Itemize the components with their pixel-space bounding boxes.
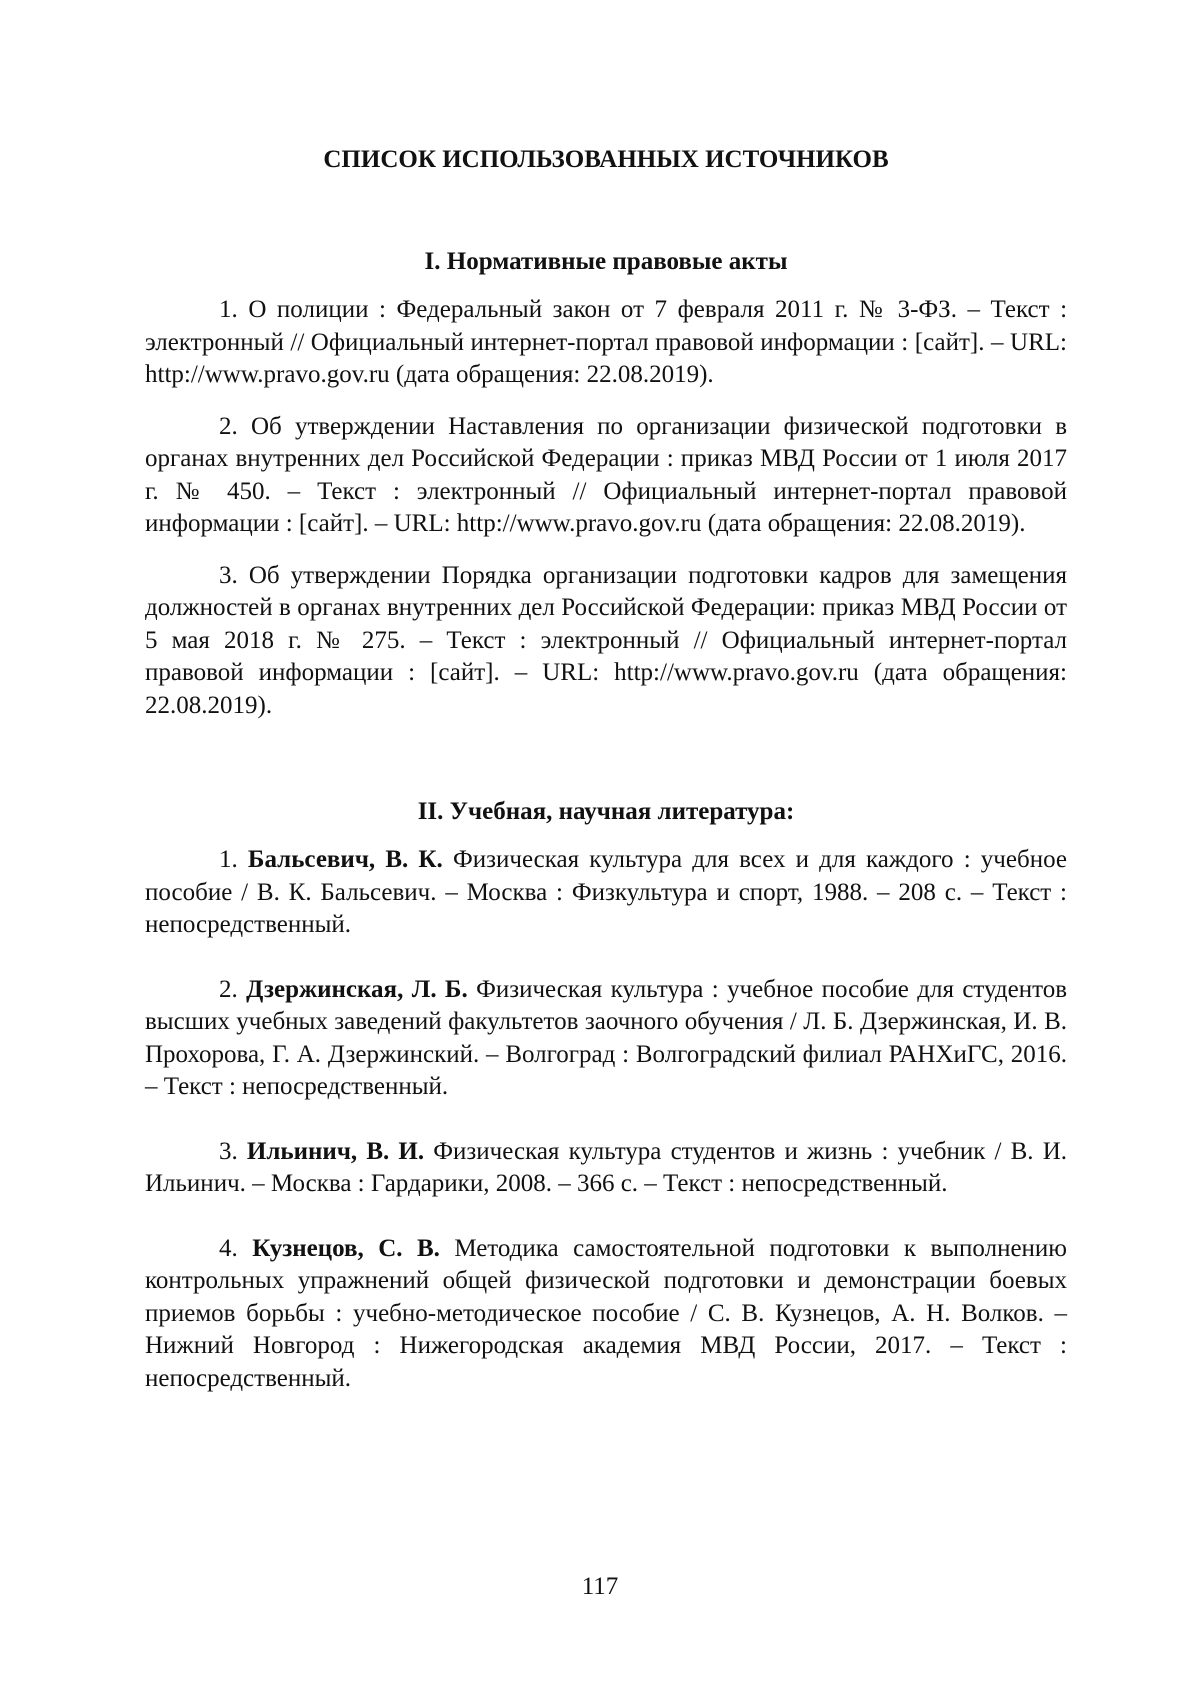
literature-entry xyxy=(145,1136,1067,1201)
literature-entry xyxy=(145,974,1067,1104)
legal-act-entry xyxy=(145,560,1067,723)
document-title: СПИСОК ИСПОЛЬЗОВАННЫХ ИСТОЧНИКОВ xyxy=(323,146,889,173)
entry-number: 4. xyxy=(219,1234,238,1262)
section-heading-legal-acts: I. Нормативные правовые акты xyxy=(424,248,788,275)
entry-text: Об утверждении Наставления по организации физической подготовки в органах внутренних дел Российской Федерации : приказ МВД России от 1 июля 2017 г. № 450. – Текст : электронный // Официальный интернет-портал правовой информации : [сайт]. – URL: http://www.pravo.gov.ru (дата обращения: 22.08.2019). xyxy=(145,412,1067,537)
entry-number: 1. xyxy=(219,296,238,323)
literature-entry xyxy=(145,844,1067,942)
literature-entry xyxy=(145,1233,1067,1396)
entry-number: 3. xyxy=(219,1137,238,1165)
entry-author: Ильинич, В. И. xyxy=(246,1137,425,1165)
entry-author: Дзержинская, Л. Б. xyxy=(246,975,468,1003)
entry-author: Бальсевич, В. К. xyxy=(247,846,443,873)
entry-author: Кузнецов, С. В. xyxy=(252,1234,440,1262)
section-heading-literature: II. Учебная, научная литература: xyxy=(417,798,795,825)
legal-act-entry xyxy=(145,294,1067,392)
entry-number: 1. xyxy=(219,846,238,873)
entry-text: Об утверждении Порядка организации подготовки кадров для замещения должностей в органах внутренних дел Российской Федерации: приказ МВД России от 5 мая 2018 г. № 275. – Текст : электронный // Официальный интернет-портал правовой информации : [сайт]. – URL: http://www.pravo.gov.ru (дата обращения: 22.08.2019). xyxy=(145,561,1068,719)
legal-act-entry xyxy=(145,411,1067,541)
entry-text: Физическая культура : учебное пособие для студентов высших учебных заведений факультетов заочного обучения / Л. Б. Дзержинская, И. В. Прохорова, Г. А. Дзержинский. – Волгоград : Волгоградский филиал РАНХиГС, 2016. – Текст : непосредственный. xyxy=(145,975,1068,1100)
document-page xyxy=(145,140,1067,1427)
entry-text: Физическая культура студентов и жизнь : учебник / В. И. Ильинич. – Москва : Гардарики, 2008. – 366 с. – Текст : непосредственный. xyxy=(145,1137,1068,1197)
entry-text: Методика самостоятельной подготовки к выполнению контрольных упражнений общей физической подготовки и демонстрации боевых приемов борьбы : учебно-методическое пособие / С. В. Кузнецов, А. Н. Волков. – Нижний Новгород : Нижегородская академия МВД России, 2017. – Текст : непосредственный. xyxy=(145,1234,1067,1392)
page-number: 117 xyxy=(581,1573,619,1600)
entry-number: 2. xyxy=(219,975,238,1003)
entry-number: 2. xyxy=(219,412,238,440)
entry-text: О полиции : Федеральный закон от 7 февраля 2011 г. № 3-ФЗ. – Текст : электронный // Официальный интернет-портал правовой информации : [сайт]. – URL: http://www.pravo.gov.ru (дата обращения: 22.08.2019). xyxy=(145,296,1068,388)
entry-number: 3. xyxy=(219,561,238,589)
entry-text: Физическая культура для всех и для каждого : учебное пособие / В. К. Бальсевич. – Москва : Физкультура и спорт, 1988. – 208 с. – Текст : непосредственный. xyxy=(145,846,1067,938)
